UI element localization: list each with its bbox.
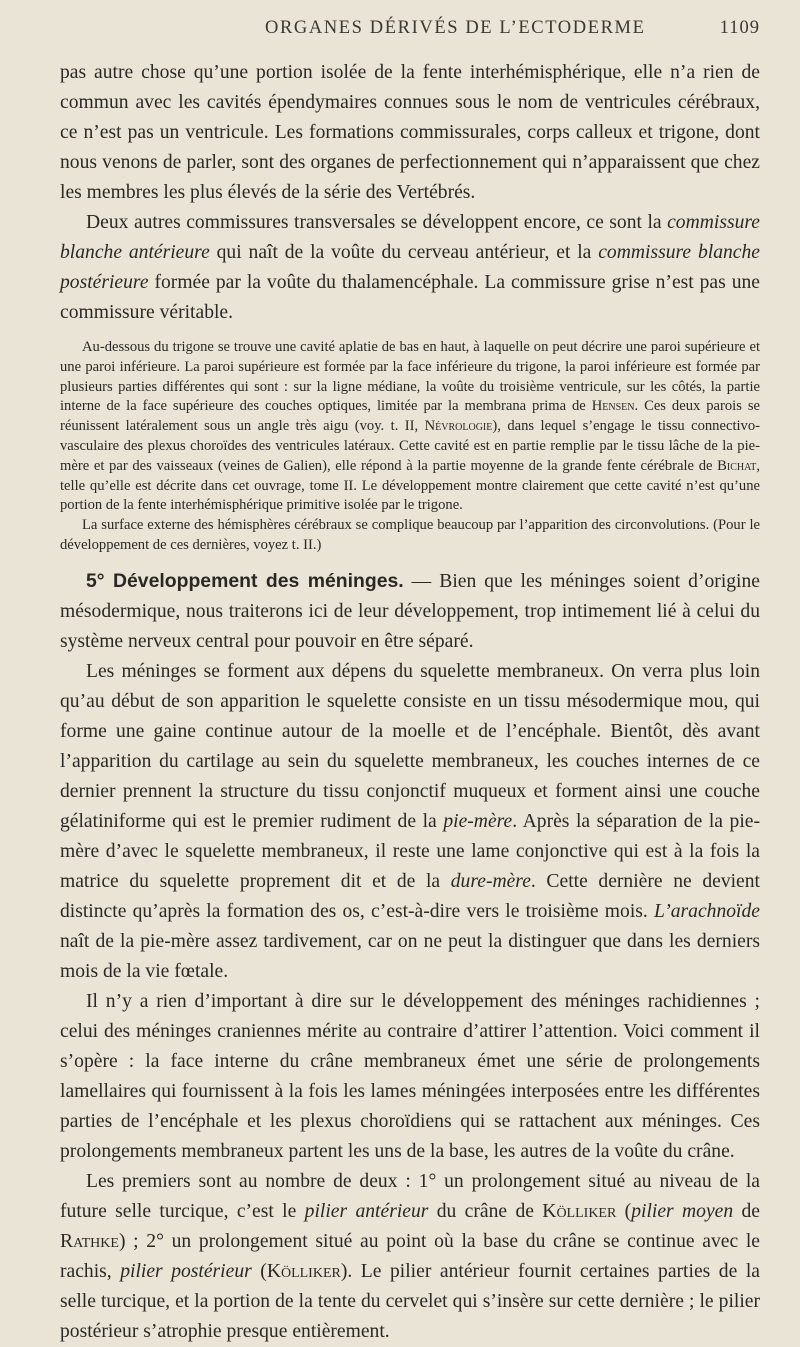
term-pilier-moyen: pilier moyen (631, 1200, 734, 1222)
text-run: ) ; 2° un prolongement situé au point où la base du crâne se continue avec le rachis, (60, 1230, 760, 1282)
term-commissure-posterieure: commissure blanche postérieure (60, 242, 760, 293)
paragraph-continued: pas autre chose qu’une portion isolée de la fente interhémisphérique, elle n’a rien de commun avec les cavités épendymaires connues sous le nom de ventricules cérébraux, ce n’est pas un ventricule. Les formations commissurales, corps calleux et trigone, dont nous venons de parler, sont des organes de perfectionnement qui n’apparaissent que chez les membres les plus élevés de la série des Vertébrés. (60, 62, 760, 203)
term-pilier-posterieur: pilier postérieur (120, 1260, 252, 1282)
term-pie-mere: pie-mère (443, 810, 513, 832)
body-text (60, 58, 760, 1347)
small-print-note (60, 338, 760, 516)
page-number: 1109 (719, 18, 760, 38)
text-run: formée par la voûte du thalamencéphale. La commissure grise n’est pas une commissure véritable. (60, 272, 760, 323)
author-name: Kölliker (542, 1200, 617, 1222)
text-run: ), dans lequel s’engage le tissu connectivo-vasculaire des plexus choroïdes des ventricules latéraux. Cette cavité est en partie remplie par le tissu lâche de la pie-mère et par des vaisseaux (veines de Galien), elle répond à la partie moyenne de la grande fente cérébrale de (60, 418, 761, 474)
text-run: ( (251, 1260, 267, 1282)
running-title: ORGANES DÉRIVÉS DE L’ECTODERME (265, 18, 646, 38)
author-name: Kölliker (266, 1260, 341, 1282)
cross-reference: Névrologie (424, 418, 493, 435)
text-run: du crâne de (428, 1200, 543, 1222)
text-run: , telle qu’elle est décrite dans cet ouvrage, tome II. Le développement montre clairement que cette cavité n’est qu’une portion de la fente interhémisphérique primitive isolée par le trigone. (60, 457, 760, 514)
text-run: ( (616, 1200, 632, 1222)
text-run: . Après la séparation de la pie-mère d’avec le squelette membraneux, il reste une lame conjonctive qui est à la fois la matrice du squelette proprement dit et de la (60, 810, 760, 892)
text-run: Au-dessous du trigone se trouve une cavité aplatie de bas en haut, à laquelle on peut décrire une paroi supérieure et une paroi inférieure. La paroi supérieure est formée par la face inférieure du trigone, la paroi inférieure est formée par plusieurs parties différentes qui sont : sur la ligne médiane, la voûte du troisième ventricule, sur les côtés, la partie interne de la face supérieure des couches optiques, limitée par la membrana prima de (60, 339, 760, 415)
term-dure-mere: dure-mère (450, 870, 531, 892)
text-run: naît de la pie-mère assez tardivement, car on ne peut la distinguer que dans les derniers mois de la vie fœtale. (60, 930, 760, 982)
text-run: ). Le pilier antérieur fournit certaines parties de la selle turcique, et la portion de la tente du cervelet qui s’insère sur cette dernière ; le pilier postérieur s’atrophie presque entièrement. (60, 1260, 760, 1342)
term-arachnoide: L’arachnoïde (654, 900, 760, 922)
author-name: Bichat (717, 457, 757, 474)
text-run: Les méninges se forment aux dépens du squelette membraneux. On verra plus loin qu’au début de son apparition le squelette consiste en un tissu mésodermique mou, qui forme une gaine continue autour de la moelle et de l’encéphale. Bientôt, dès avant l’apparition du cartilage au sein du squelette membraneux, les couches internes de ce dernier prennent la structure du tissu conjonctif muqueux et forment ainsi une couche gélatiniforme qui est le premier rudiment de la (60, 660, 760, 832)
author-name: Rathke (60, 1230, 119, 1252)
section-heading: 5° Développement des méninges. (86, 569, 404, 592)
paragraph-formation (60, 657, 760, 987)
paragraph-piliers (60, 1167, 760, 1347)
text-run: Deux autres commissures transversales se développent encore, ce sont la (86, 212, 668, 233)
text-run: de (733, 1200, 760, 1222)
text-run: . Ces deux parois se réunissent latéralement sous un angle très aigu (voy. t. II, (60, 398, 760, 435)
text-run: — Bien que les méninges soient d’origine mésodermique, nous traiterons ici de leur développement, trop intimement lié à celui du système nerveux central pour pouvoir en être séparé. (60, 570, 760, 652)
text-run: . Cette dernière ne devient distincte qu’après la formation des os, c’est-à-dire vers le troisième mois. (60, 870, 760, 922)
running-head (60, 18, 760, 48)
text-run: qui naît de la voûte du cerveau antérieur, et la (209, 242, 599, 263)
small-print-note: La surface externe des hémisphères cérébraux se complique beaucoup par l’apparition des circonvolutions. (Pour le développement de ces dernières, voyez t. II.) (60, 517, 760, 553)
author-name: Hensen (591, 398, 635, 415)
section-meninges (60, 566, 760, 657)
term-pilier-anterieur: pilier antérieur (304, 1200, 429, 1222)
paragraph-meninges-craniennes: Il n’y a rien d’important à dire sur le développement des méninges rachidiennes ; celui des méninges craniennes mérite au contraire d’attirer l’attention. Voici comment il s’opère : la face interne du crâne membraneux émet une série de prolongements lamellaires qui fournissent à la fois les lames méningées interposées entre les différentes parties de l’encéphale et les plexus choroïdiens qui se rattachent aux méninges. Ces prolongements membraneux partent les uns de la base, les autres de la voûte du crâne. (60, 990, 760, 1162)
term-commissure-anterieure: commissure blanche antérieure (60, 212, 760, 263)
text-run: Les premiers sont au nombre de deux : 1° un prolongement situé au niveau de la future selle turcique, c’est le (60, 1170, 760, 1222)
paragraph-commissures (60, 208, 760, 328)
